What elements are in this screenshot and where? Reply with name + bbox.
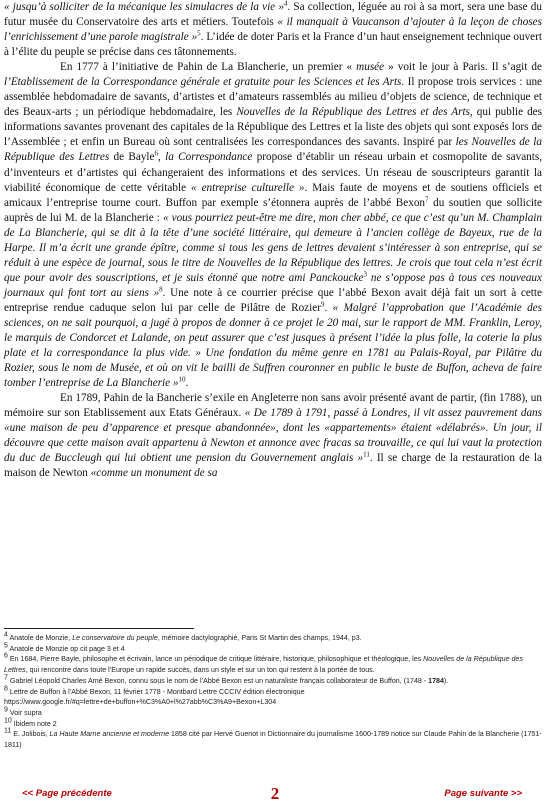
- footnote-ref-10[interactable]: 10: [178, 375, 186, 384]
- quote: « vous pourriez peut-être me dire, mon cher abbé, ce que c’est qu’un M. Champlain de La Blancherie, qui se dit à la tête d’une société littéraire, qui demeure à l’ancien collège de Bayeux, rue de la Harpe. Il m’a écrit une grande épître, comme si tous les gens de lettres devaient s’intéresser à son entreprise, qui se réduit à une espèce de journal, sous le titre de Nouvelles de la République des lettres. Je crois que tout cela n’est écrit que pour avoir des souscriptions, et je suis étonné que notre ami Panckoucke: [4, 211, 542, 284]
- footnote-ref-8[interactable]: 8: [159, 285, 163, 294]
- body-text: [4, 0, 542, 482]
- footnotes: [4, 633, 544, 751]
- quote: « De 1789 à 1791, passé à Londres, il vit assez pauvrement dans «une maison de peu d’apparence et presque abandonnée», dont les «appartements» étaient «délabrés». Un jour, il découvre que cette maison avait appartenu à Newton et annonce avec fracas sa trouvaille, ce qui lui vaut la protection du duc de Buccleugh qui lui obtient une pension du Gouvernement anglais »: [4, 407, 542, 465]
- footnote-4: $^4$ Anatole de Monzie, Le conservatoire du peuple, mémoire dactylographié, Paris St Martin des champs, 1944, p3.: [4, 631, 362, 642]
- paragraph-3: En 1789, Pahin de la Bancherie s’exile en Angleterre non sans avoir présenté avant de partir, (fin 1788), un mémoire sur son Etablissement aux Etats Généraux. « De 1789 à 1791, passé à Londres, il vit assez pauvrement dans «une maison de peu d’apparence et presque abandonnée», dont les «appartements» étaient «délabrés». Un jour, il découvre que cette maison avait appartenu à Newton et annonce avec fracas sa trouvaille, ce qui lui vaut la protection du duc de Buccleugh qui lui obtient une pension du Gouvernement anglais »$^{11}$. Il se charge de la restauration de la maison de Newton «comme un monument de sa: [4, 392, 542, 480]
- quote: Une fondation du même genre en 1781 au Palais-Royal, par Pilâtre du Rozier, sous le nom de Musée, et où on vit le bailli de Suffren couronner en public le buste de Buffon, acheva de faire tomber l’entreprise de La Blancherie »: [4, 347, 543, 390]
- footnote-separator: [4, 628, 194, 629]
- footnote-8: $^8$ Lettre de Buffon à l’Abbé Bexon, 11 février 1778 - Montbard Lettre CCCIV édition électronique https://www.google.fr/#q=lettre+de+buffon+%C3%A0+l%27abb%C3%A9+Bexon+L304: [4, 685, 305, 707]
- quote: « Malgré l’approbation que l’Académie des sciences, on ne sait pourquoi, a jugé à propos de donner à ce projet le 20 mai, sur le rapport de MM. Franklin, Leroy, le marquis de Condorcet et Lalande, on peut assurer que c’est jusques à présent l’idée la plus folle, la coterie la plus plate et la correspondance la plus vide. »: [4, 301, 543, 360]
- footnote-ref-4[interactable]: 4: [283, 0, 288, 8]
- paragraph-2: En 1777 à l’initiative de Pahin de La Blancherie, un premier « musée » voit le jour à Paris. Il s’agit de l’Etablissement de la Correspondance générale et gratuite pour les Sciences et les Arts. Il propose trois services : une assemblée hebdomadaire de savants, d’artistes et d’amateurs rassemblés au milieu d’objets de science, de technique et des Beaux-arts ; un périodique hebdomadaire, les Nouvelles de la République des Lettres et des Arts, qui publie des informations savantes provenant des capitales de la République des Lettres et la liste des objets qui sont exposés lors de l’Assemblée ; et enfin un Bureau où sont centralisées les correspondances des savants. Inspiré par les Nouvelles de la République des Lettres de Bayle$^6$, la Correspondance propose d’établir un réseau urbain et cosmopolite de savants, d’inventeurs et d’artistes qui échangeraient des informations et des services. Un réseau de souscripteurs garantit la viabilité économique de cette véritable « entreprise culturelle ». Mais faute de moyens et de soutiens officiels et amicaux l’entreprise tourne court. Buffon par exemple s’étonnera auprès de l’abbé Bexon$^7$ du soutien que sollicite auprès de lui M. de la Blancherie : « vous pourriez peut-être me dire, mon cher abbé, ce que c’est qu’un M. Champlain de La Blancherie, qui se dit à la tête d’une société littéraire, qui demeure à l’ancien collège de Bayeux, rue de la Harpe. Il m’a écrit une grande épître, comme si tous les gens de lettres devaient s’intéresser à son entreprise, qui se réduit à une espèce de journal, sous le titre de Nouvelles de la République des lettres. Je crois que tout cela n’est écrit que pour avoir des souscriptions, et je suis étonné que notre ami Panckoucke$^3$ ne s’oppose pas à tous ces nouveaux journaux qui font tort au siens »$^8$. Une note à ce courrier précise que l’abbé Bexon avait déjà fait un sort à cette entreprise rendue caduque selon lui par celle de Pilâtre de Rozier$^9$. « Malgré l’approbation que l’Académie des sciences, on ne sait pourquoi, a jugé à propos de donner à ce projet le 20 mai, sur le rapport de MM. Franklin, Leroy, le marquis de Condorcet et Lalande, on peut assurer que c’est jusques à présent l’idée la plus folle, la coterie la plus plate et la correspondance la plus vide. » Une fondation du même genre en 1781 au Palais-Royal, par Pilâtre du Rozier, sous le nom de Musée, et où on vit le bailli de Suffren couronner en public le buste de Buffon, acheva de faire tomber l’entreprise de La Blancherie »$^{10}$.: [4, 61, 543, 390]
- footnote-7: $^7$ Gabriel Léopold Charles Amé Bexon, connu sous le nom de l’Abbé Bexon est un naturaliste français collaborateur de Buffon, (1748 - 1784).: [4, 674, 449, 685]
- quote: ne s’oppose pas à tous ces nouveaux journaux qui font tort au siens »: [4, 271, 542, 299]
- page-number: 2: [270, 784, 280, 803]
- paragraph-1: « jusqu’à solliciter de la mécanique les simulacres de la vie »$^4$. Sa collection, léguée au roi à sa mort, sera une base du futur musée du Conservatoire des arts et métiers. Toutefois « il manquait à Vaucanson d’ajouter à la leçon de choses l’enrichissement d’une parole magistrale »$^5$. L’idée de doter Paris et la France d’un haut enseignement technique ouvert à l’élite du peuple se précise dans ces tâtonnements.: [4, 0, 542, 59]
- quote: « il manquait à Vaucanson d’ajouter à la leçon de choses l’enrichissement d’une parole magistrale »: [4, 16, 542, 44]
- footnote-5: $^5$ Anatole de Monzie op cit page 3 et 4: [4, 642, 125, 653]
- quote: «comme un monument de sa: [90, 467, 218, 480]
- footnote-ref-3[interactable]: 3: [363, 270, 367, 279]
- footnote-ref-6[interactable]: 6: [154, 149, 159, 158]
- footnote-10: $^{10}$ Ibidem note 2: [4, 717, 57, 728]
- next-page-link[interactable]: Page suivante >>: [444, 788, 522, 799]
- footnote-8-link[interactable]: https://www.google.fr/#q=lettre+de+buffon+%C3%A0+l%27abb%C3%A9+Bexon+L304: [4, 698, 277, 707]
- footnote-11: $^{11}$ E. Jolibois, La Haute Marne ancienne et moderne 1858 cité par Hervé Guenot in Dictionnaire du journalisme 1600-1789 notice sur Claude Pahin de la Blancherie (1751-1811): [4, 727, 542, 750]
- footnote-ref-9[interactable]: 9: [320, 300, 325, 309]
- footnote-6: $^6$ En 1684, Pierre Bayle, philosophe et écrivain, lance un périodique de critique littéraire, historique, philosophique et théologique, les Nouvelles de la République des Lettres, qui rencontre dans toute l’Europe un rapide succès, dans un style et sur un ton qui restent à la portée de tous.: [4, 653, 523, 675]
- footnote-ref-7[interactable]: 7: [425, 194, 429, 203]
- page-footer: [0, 784, 550, 804]
- previous-page-link[interactable]: << Page précédente: [22, 788, 112, 799]
- footnote-9: $^9$ Voir supra: [4, 706, 42, 717]
- footnote-ref-5[interactable]: 5: [197, 29, 201, 38]
- quote: « jusqu’à solliciter de la mécanique les simulacres de la vie »: [4, 1, 284, 13]
- footnote-ref-11[interactable]: 11: [363, 450, 370, 459]
